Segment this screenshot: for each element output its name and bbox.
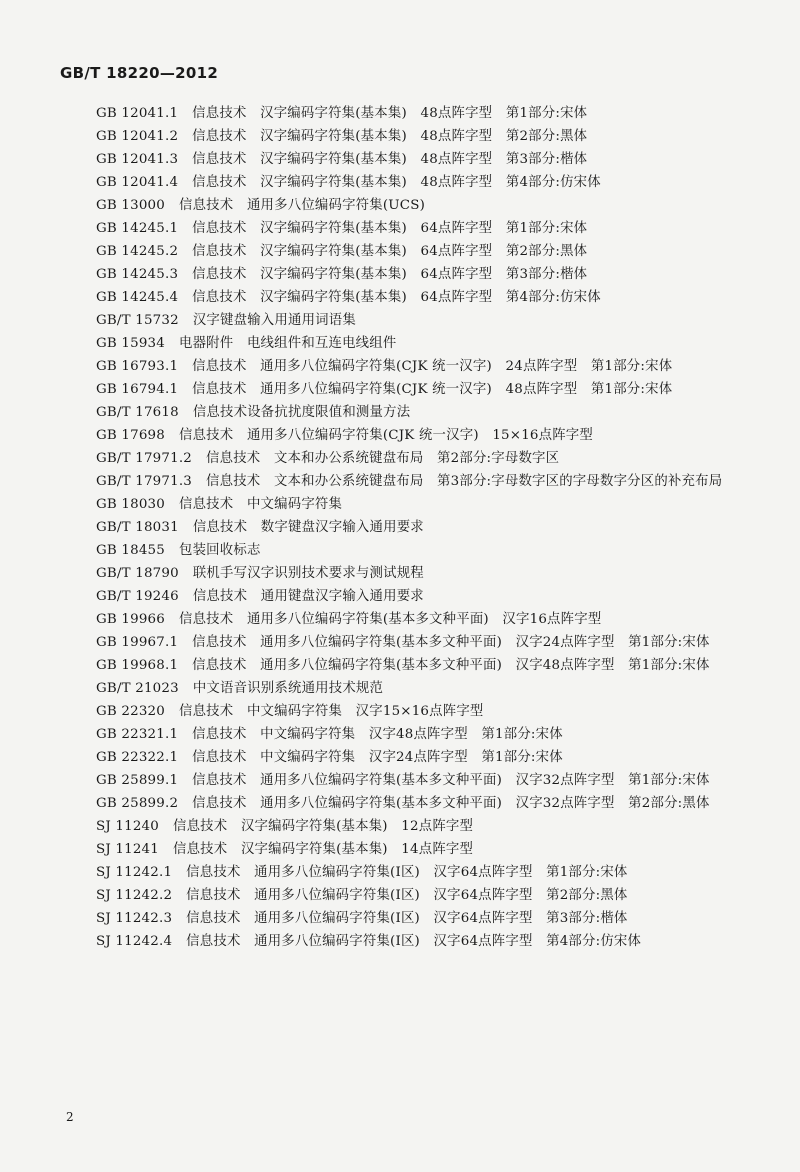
reference-item (62, 838, 740, 861)
reference-code: GB 12041.2 (96, 129, 179, 144)
reference-code: GB/T 17971.3 (96, 474, 193, 489)
reference-title: 信息技术 通用键盘汉字输入通用要求 (192, 589, 424, 604)
reference-item (62, 424, 740, 447)
reference-title: 汉字键盘输入用通用词语集 (192, 313, 356, 328)
reference-code: SJ 11241 (96, 842, 159, 857)
reference-title: 信息技术设备抗扰度限值和测量方法 (192, 405, 411, 420)
reference-title: 信息技术 通用多八位编码字符集(Ⅰ区) 汉字64点阵字型 第4部分:仿宋体 (186, 934, 642, 949)
reference-title: 信息技术 通用多八位编码字符集(CJK 统一汉字) 15×16点阵字型 (179, 428, 593, 443)
reference-title: 联机手写汉字识别技术要求与测试规程 (192, 566, 424, 581)
reference-title: 信息技术 通用多八位编码字符集(基本多文种平面) 汉字16点阵字型 (179, 612, 602, 627)
reference-title: 信息技术 通用多八位编码字符集(基本多文种平面) 汉字48点阵字型 第1部分:宋体 (192, 658, 710, 673)
reference-title: 信息技术 数字键盘汉字输入通用要求 (192, 520, 424, 535)
reference-title: 信息技术 汉字编码字符集(基本集) 48点阵字型 第4部分:仿宋体 (192, 175, 601, 190)
reference-item (62, 654, 740, 677)
reference-code: GB 19968.1 (96, 658, 179, 673)
reference-code: SJ 11240 (96, 819, 159, 834)
reference-code: GB 12041.1 (96, 106, 179, 121)
reference-title: 信息技术 汉字编码字符集(基本集) 64点阵字型 第1部分:宋体 (192, 221, 588, 236)
reference-item (62, 125, 740, 148)
reference-title: 中文语音识别系统通用技术规范 (192, 681, 384, 696)
reference-code: GB 16794.1 (96, 382, 179, 397)
reference-item (62, 884, 740, 907)
reference-title: 信息技术 通用多八位编码字符集(Ⅰ区) 汉字64点阵字型 第1部分:宋体 (186, 865, 628, 880)
reference-title: 信息技术 中文编码字符集 汉字24点阵字型 第1部分:宋体 (192, 750, 563, 765)
reference-title: 信息技术 中文编码字符集 (179, 497, 343, 512)
reference-code: GB 18455 (96, 543, 165, 558)
reference-code: GB/T 17971.2 (96, 451, 193, 466)
reference-code: GB/T 17618 (96, 405, 179, 420)
reference-code: GB 22320 (96, 704, 165, 719)
reference-code: GB/T 18790 (96, 566, 179, 581)
reference-item (62, 930, 740, 953)
reference-item (62, 401, 740, 424)
reference-item (62, 470, 740, 493)
reference-item (62, 240, 740, 263)
reference-code: GB 17698 (96, 428, 165, 443)
reference-code: GB 18030 (96, 497, 165, 512)
reference-title: 信息技术 中文编码字符集 汉字15×16点阵字型 (179, 704, 484, 719)
reference-title: 信息技术 文本和办公系统键盘布局 第2部分:字母数字区 (206, 451, 560, 466)
reference-list (62, 102, 740, 953)
reference-item (62, 493, 740, 516)
reference-code: GB/T 21023 (96, 681, 179, 696)
reference-title: 包装回收标志 (179, 543, 261, 558)
reference-title: 信息技术 通用多八位编码字符集(CJK 统一汉字) 24点阵字型 第1部分:宋体 (192, 359, 673, 374)
reference-item (62, 746, 740, 769)
reference-title: 信息技术 汉字编码字符集(基本集) 64点阵字型 第2部分:黑体 (192, 244, 588, 259)
reference-code: GB 14245.1 (96, 221, 179, 236)
reference-item (62, 309, 740, 332)
reference-title: 信息技术 中文编码字符集 汉字48点阵字型 第1部分:宋体 (192, 727, 563, 742)
reference-code: GB/T 18031 (96, 520, 179, 535)
reference-title: 信息技术 通用多八位编码字符集(CJK 统一汉字) 48点阵字型 第1部分:宋体 (192, 382, 673, 397)
reference-code: GB 19967.1 (96, 635, 179, 650)
reference-title: 信息技术 汉字编码字符集(基本集) 48点阵字型 第1部分:宋体 (192, 106, 588, 121)
reference-title: 信息技术 汉字编码字符集(基本集) 14点阵字型 (173, 842, 474, 857)
reference-item (62, 631, 740, 654)
reference-item (62, 608, 740, 631)
page-number: 2 (66, 1110, 74, 1124)
reference-code: SJ 11242.1 (96, 865, 173, 880)
reference-item (62, 102, 740, 125)
reference-item (62, 585, 740, 608)
reference-code: GB 12041.4 (96, 175, 179, 190)
reference-item (62, 861, 740, 884)
reference-code: GB 15934 (96, 336, 165, 351)
reference-item (62, 378, 740, 401)
reference-code: GB 19966 (96, 612, 165, 627)
reference-title: 信息技术 汉字编码字符集(基本集) 12点阵字型 (173, 819, 474, 834)
reference-item (62, 148, 740, 171)
reference-code: GB 22322.1 (96, 750, 179, 765)
reference-code: GB 16793.1 (96, 359, 179, 374)
reference-title: 信息技术 通用多八位编码字符集(Ⅰ区) 汉字64点阵字型 第2部分:黑体 (186, 888, 628, 903)
reference-title: 信息技术 通用多八位编码字符集(Ⅰ区) 汉字64点阵字型 第3部分:楷体 (186, 911, 628, 926)
reference-item (62, 217, 740, 240)
reference-item (62, 332, 740, 355)
reference-item (62, 171, 740, 194)
reference-code: SJ 11242.4 (96, 934, 173, 949)
reference-code: GB/T 15732 (96, 313, 179, 328)
reference-title: 信息技术 通用多八位编码字符集(基本多文种平面) 汉字32点阵字型 第2部分:黑体 (192, 796, 710, 811)
reference-code: GB 13000 (96, 198, 165, 213)
reference-item (62, 815, 740, 838)
reference-code: GB 14245.4 (96, 290, 179, 305)
reference-code: SJ 11242.3 (96, 911, 173, 926)
reference-title: 信息技术 汉字编码字符集(基本集) 64点阵字型 第4部分:仿宋体 (192, 290, 601, 305)
reference-title: 信息技术 汉字编码字符集(基本集) 48点阵字型 第2部分:黑体 (192, 129, 588, 144)
reference-item (62, 907, 740, 930)
reference-title: 信息技术 汉字编码字符集(基本集) 64点阵字型 第3部分:楷体 (192, 267, 588, 282)
reference-title: 信息技术 通用多八位编码字符集(基本多文种平面) 汉字32点阵字型 第1部分:宋体 (192, 773, 710, 788)
reference-item (62, 516, 740, 539)
reference-item (62, 677, 740, 700)
reference-code: GB/T 19246 (96, 589, 179, 604)
document-header: GB/T 18220—2012 (60, 64, 219, 82)
reference-title: 信息技术 文本和办公系统键盘布局 第3部分:字母数字区的字母数字分区的补充布局 (206, 474, 723, 489)
reference-item (62, 355, 740, 378)
reference-code: GB 14245.2 (96, 244, 179, 259)
reference-title: 电器附件 电线组件和互连电线组件 (179, 336, 397, 351)
reference-item (62, 562, 740, 585)
reference-title: 信息技术 通用多八位编码字符集(UCS) (179, 198, 426, 213)
reference-item (62, 539, 740, 562)
reference-code: GB 12041.3 (96, 152, 179, 167)
reference-item (62, 723, 740, 746)
reference-code: GB 14245.3 (96, 267, 179, 282)
reference-item (62, 194, 740, 217)
reference-item (62, 792, 740, 815)
reference-item (62, 700, 740, 723)
reference-code: GB 25899.2 (96, 796, 179, 811)
reference-item (62, 447, 740, 470)
reference-item (62, 263, 740, 286)
reference-item (62, 769, 740, 792)
reference-title: 信息技术 通用多八位编码字符集(基本多文种平面) 汉字24点阵字型 第1部分:宋体 (192, 635, 710, 650)
reference-item (62, 286, 740, 309)
reference-title: 信息技术 汉字编码字符集(基本集) 48点阵字型 第3部分:楷体 (192, 152, 588, 167)
reference-code: SJ 11242.2 (96, 888, 173, 903)
reference-code: GB 25899.1 (96, 773, 179, 788)
reference-code: GB 22321.1 (96, 727, 179, 742)
